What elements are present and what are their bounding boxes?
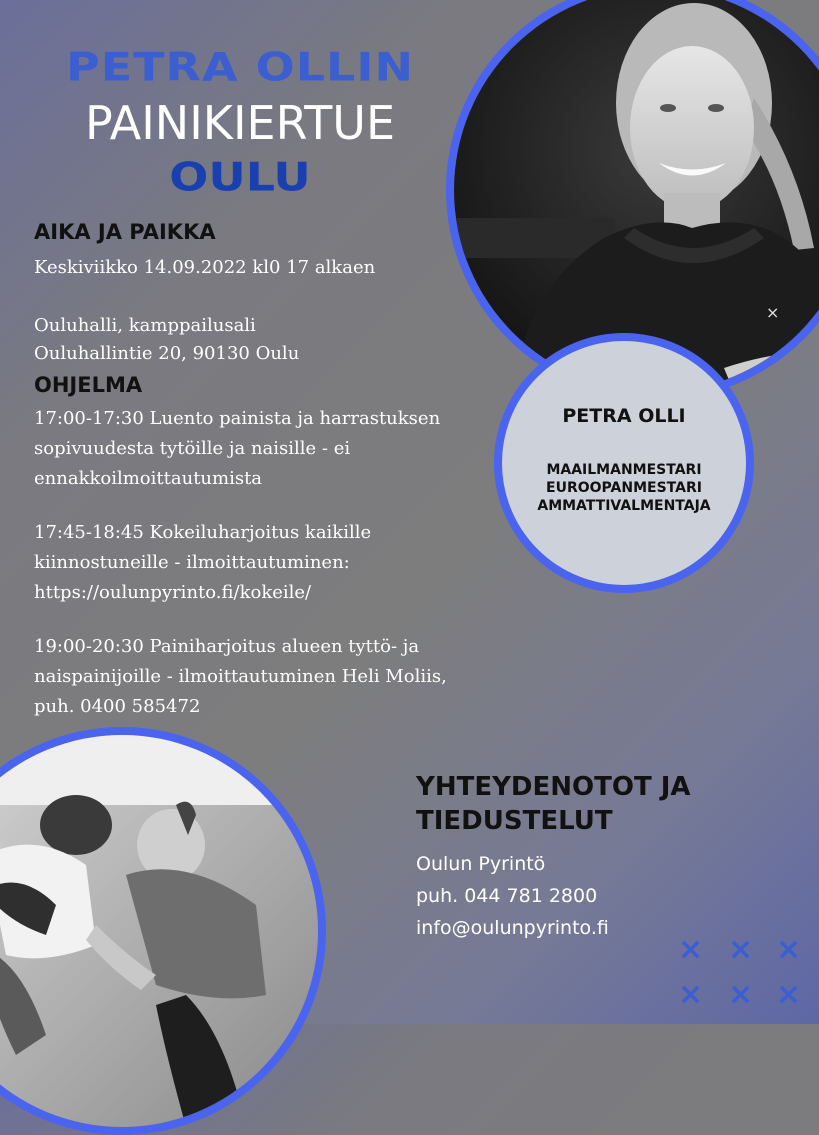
title-city: OULU (169, 154, 311, 200)
program-line: 17:45-18:45 Kokeiluharjoitus kaikille (34, 522, 372, 543)
contact-org: Oulun Pyrintö (416, 853, 546, 875)
contact-phone[interactable]: puh. 044 781 2800 (416, 885, 598, 907)
time-place-heading: AIKA JA PAIKKA (34, 220, 216, 244)
program-line[interactable]: https://oulunpyrinto.fi/kokeile/ (34, 582, 312, 603)
event-address: Ouluhallintie 20, 90130 Oulu (34, 343, 300, 364)
x-icon: × (728, 932, 754, 967)
x-icon: × (678, 977, 704, 1012)
wrestling-image (0, 735, 318, 1127)
program-item-2 (34, 518, 484, 608)
contact-heading-line: YHTEYDENOTOT JA (416, 772, 691, 802)
athlete-name: PETRA OLLI (562, 405, 686, 427)
program-line: kiinnostuneille - ilmoittautuminen: (34, 552, 350, 573)
contact-email[interactable]: info@oulunpyrinto.fi (416, 917, 609, 939)
athlete-badge (494, 333, 754, 593)
program-line: puh. 0400 585472 (34, 696, 201, 717)
program-heading: OHJELMA (34, 373, 143, 397)
contact-details (416, 848, 609, 944)
x-icon: × (728, 977, 754, 1012)
event-date: Keskiviikko 14.09.2022 kl0 17 alkaen (34, 257, 376, 278)
title-subtitle: PAINIKIERTUE (84, 96, 396, 150)
program-line: 19:00-20:30 Painiharjoitus alueen tyttö- ja (34, 636, 420, 657)
x-icon: × (678, 932, 704, 967)
role-title: MAAILMANMESTARI (546, 462, 702, 478)
contact-heading (416, 770, 736, 838)
x-icon: × (776, 932, 802, 967)
contact-heading-line: TIEDUSTELUT (416, 806, 613, 836)
svg-text:×: × (766, 303, 780, 322)
x-icon: × (776, 977, 802, 1012)
program-line: naispainijoille - ilmoittautuminen Heli Moliis, (34, 666, 447, 687)
title-name: PETRA OLLIN (66, 44, 414, 90)
program-item-1 (34, 404, 484, 494)
event-venue: Ouluhalli, kamppailusali (34, 315, 256, 336)
wrestling-photo (0, 727, 326, 1135)
program-line: ennakkoilmoittautumista (34, 468, 263, 489)
role-title: EUROOPANMESTARI (546, 480, 702, 496)
athlete-roles (502, 461, 746, 515)
program-line: 17:00-17:30 Luento painista ja harrastuksen (34, 408, 441, 429)
role-title: AMMATTIVALMENTAJA (537, 498, 711, 514)
program-item-3 (34, 632, 494, 722)
program-line: sopivuudesta tytöille ja naisille - ei (34, 438, 351, 459)
